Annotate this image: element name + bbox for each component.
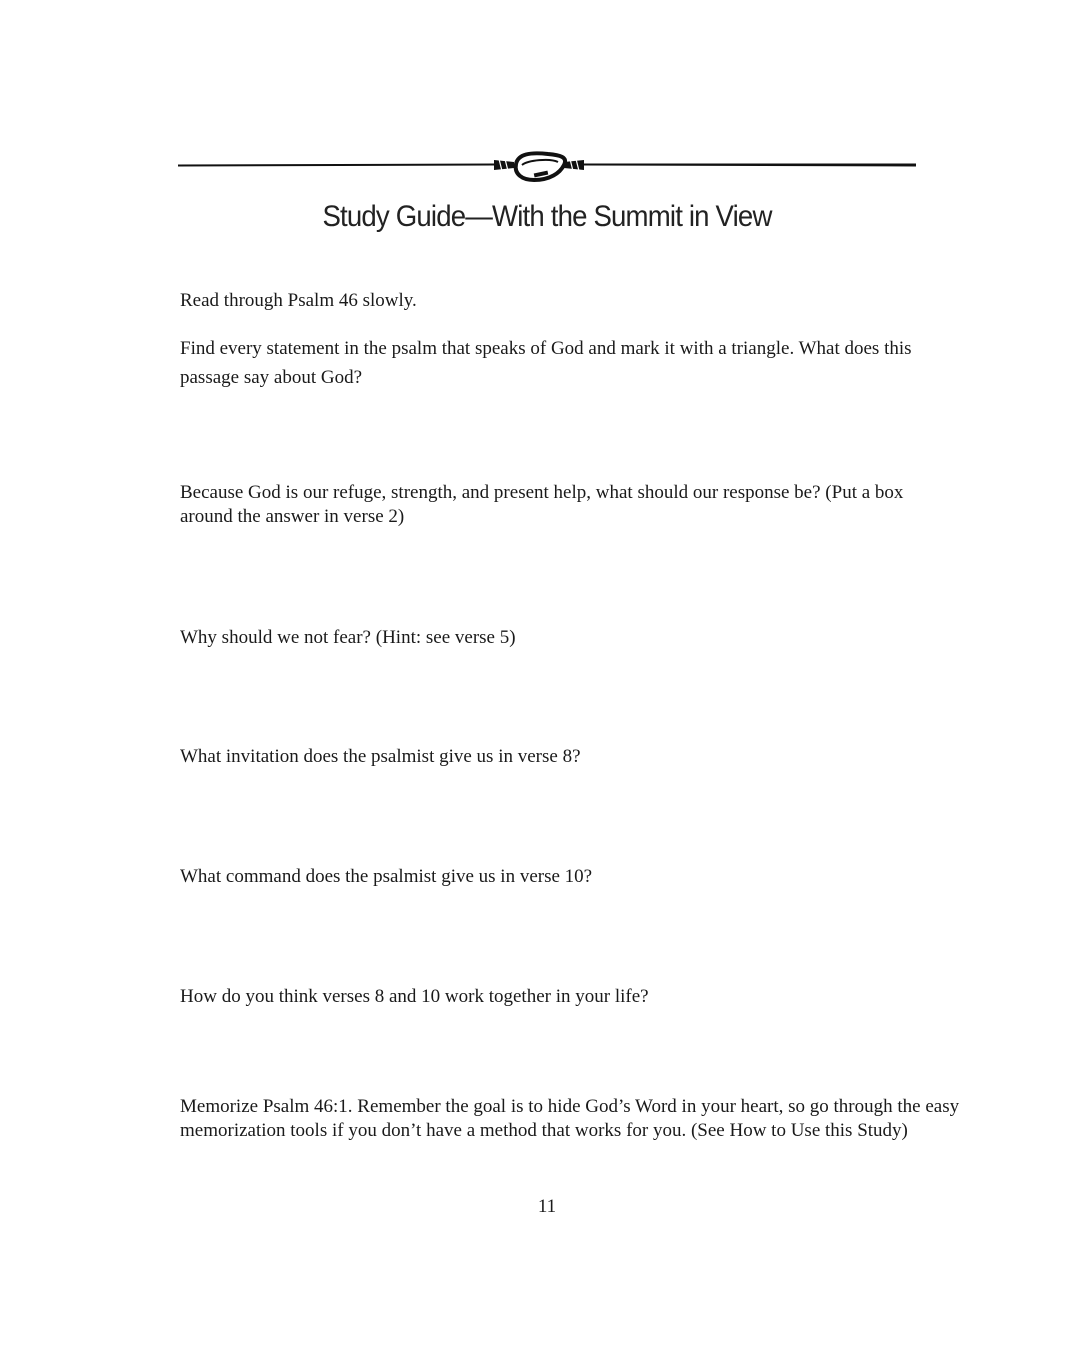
study-question: Because God is our refuge, strength, and present help, what should our response be? (Put a box around the answer in verse 2) [180, 482, 904, 527]
page-title: Study Guide—With the Summit in View [322, 200, 772, 233]
study-question: Memorize Psalm 46:1. Remember the goal is to hide God’s Word in your heart, so go through the easy memorization tools if you don’t have a method that works for you. (See How to Use this Study) [180, 1096, 960, 1141]
study-question: What command does the psalmist give us in verse 10? [180, 866, 593, 887]
study-question: How do you think verses 8 and 10 work together in your life? [180, 986, 649, 1007]
study-question: Why should we not fear? (Hint: see verse 5) [180, 627, 516, 648]
carabiner-rope-divider-icon [178, 146, 916, 186]
study-question: Find every statement in the psalm that speaks of God and mark it with a triangle. What does this passage say about God? [180, 338, 912, 388]
study-question: What invitation does the psalmist give us in verse 8? [180, 746, 581, 767]
page-number: 11 [537, 1196, 557, 1217]
study-question: Read through Psalm 46 slowly. [180, 290, 417, 311]
